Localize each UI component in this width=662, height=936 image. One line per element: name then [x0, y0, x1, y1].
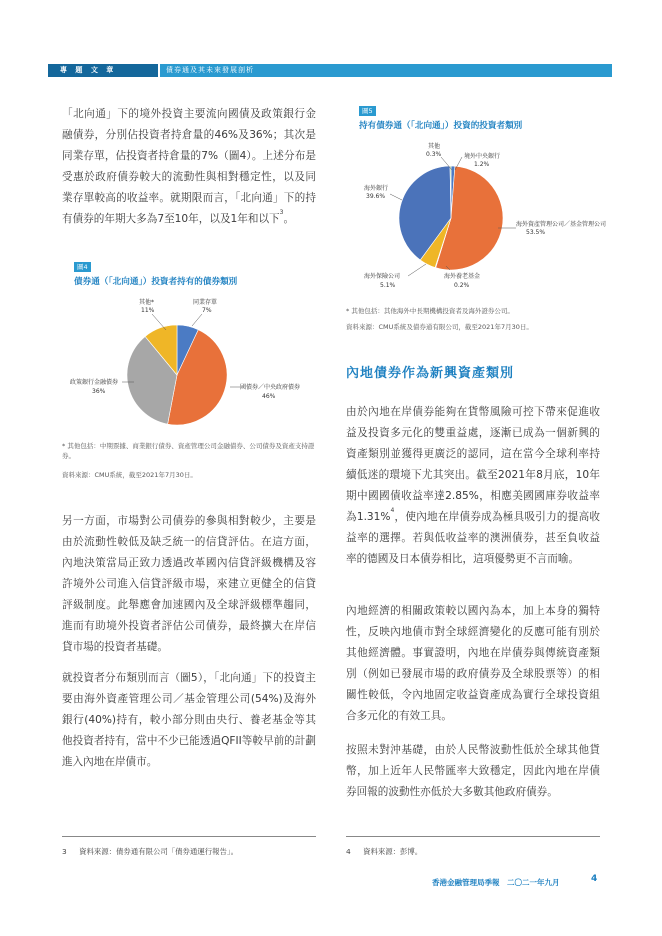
- left-paragraph-1-end: 。: [283, 213, 295, 225]
- section-heading: 內地債券作為新興資產類別: [346, 366, 515, 381]
- fig4-leader-other: [152, 314, 166, 330]
- page-header: [48, 64, 612, 77]
- section-label: 專 題 文 章: [48, 64, 158, 77]
- footnote-divider-left: [62, 836, 316, 837]
- left-paragraph-2: 另一方面，市場對公司債券的參與相對較少，主要是由於流動性較低及缺乏統一的信貸評估。在這方面，內地決策當局正致力透過改革國內信貸評級機構及容許境外公司進入信貸評級市場，來建立更健全的信貸評級制度。此舉應會加速國內及全球評級標準趨同，進而有助境外投資者評估公司債券，最終擴大在岸信貸市場的投資者基礎。: [62, 515, 316, 653]
- figure-4-pie: [127, 325, 227, 425]
- publication-footer: 香港金融管理局季報 二〇二一年九月: [432, 878, 560, 887]
- figure-4-source: 資料來源：CMU系統，截至2021年7月30日。: [62, 471, 197, 479]
- right-paragraph-1-end: ，使內地在岸債券成為極具吸引力的提高收益率的選擇。若與低收益率的澳洲債券，甚至負收益率的德國及日本債券相比，這項優勢更不言而喻。: [346, 511, 601, 565]
- footnote-3-text: 資料來源：債券通有限公司「債券通運行報告」。: [79, 847, 238, 856]
- left-paragraph-1-text: 「北向通」下的境外投資主要流向國債及政策銀行金融債券，分別佔投資者持倉量的46%及36%；其次是同業存單，佔投資者持倉量的7%（圖4）。上述分布是受惠於政府債券較大的流動性與相對穩定性，以及同業存單較高的收益率。就期限而言，「北向通」下的持有債券的年期大多為7至10年，以及1年和以下: [62, 108, 316, 225]
- footnote-3-number: 3: [62, 847, 67, 856]
- fig4-value-ncd: 7%: [202, 307, 212, 314]
- fig4-label-govt: 國債券／中央政府債券: [240, 384, 301, 391]
- figure-4-title: 債券通（「北向通」）投資者持有的債券類別: [74, 277, 238, 287]
- figure-4-pie-chart: [62, 290, 322, 430]
- fig5-label-central-bank: 境外中央銀行: [464, 153, 501, 160]
- fig5-leader-insurance: [408, 264, 426, 276]
- fig5-label-other: 其他: [428, 143, 441, 150]
- fig4-value-policy: 36%: [92, 388, 106, 395]
- fig4-value-other: 11%: [141, 307, 155, 314]
- page-number: 4: [591, 874, 598, 884]
- footnote-4: [346, 846, 422, 857]
- figure-4-note: * 其他包括：中期票據、商業銀行債券、資產管理公司金融債券、公司債券及資產支持證券。: [62, 442, 315, 460]
- fig5-value-pension: 0.2%: [454, 282, 470, 289]
- footnote-4-number: 4: [346, 847, 351, 856]
- figure-5-source: 資料來源：CMU系統及債券通有限公司，截至2021年7月30日。: [346, 323, 533, 331]
- footnote-4-text: 資料來源：彭博。: [363, 847, 423, 856]
- footnote-divider-right: [346, 836, 600, 837]
- fig5-label-banks: 海外銀行: [364, 185, 389, 192]
- figure-4-tag: 圖4: [74, 262, 91, 272]
- fig5-value-other: 0.3%: [426, 151, 442, 158]
- right-paragraph-1: [346, 402, 600, 570]
- figure-5-pie-chart: [346, 136, 616, 296]
- fig4-value-govt: 46%: [262, 393, 276, 400]
- right-paragraph-2: 內地經濟的相關政策較以國內為本，加上本身的獨特性，反映內地債市對全球經濟變化的反應可能有別於其他經濟體。事實證明，內地在岸債券與傳統資產類別（例如已發展市場的政府債券及全球股票等）的相關性較低，令內地固定收益資產成為實行全球投資組合多元化的有效工具。: [346, 605, 600, 722]
- figure-5-tag: 圖5: [359, 106, 376, 116]
- figure-5-note: * 其他包括：其他海外中長期機構投資者及海外證券公司。: [346, 307, 514, 315]
- right-paragraph-1-text: 由於內地在岸債券能夠在貨幣風險可控下帶來促進收益及投資多元化的雙重益處，逐漸已成為一個新興的資產類別並獲得更廣泛的認同，這在當今全球利率持續低迷的環境下尤其突出。截至2021年8月底，10年期中國國債收益率達2.85%，相應美國國庫券收益率為1.31%: [346, 406, 600, 523]
- figure-5-pie: [399, 166, 503, 270]
- fig5-label-asset-mgmt: 海外資產管理公司／基金管理公司: [516, 221, 607, 228]
- fig5-label-pension: 海外養老基金: [444, 273, 481, 280]
- fig5-label-insurance: 海外保險公司: [364, 273, 401, 280]
- article-title: 債券通及其未來發展剖析: [160, 64, 612, 77]
- fig5-value-banks: 39.6%: [366, 193, 386, 200]
- fig5-leader-banks: [390, 194, 402, 200]
- right-paragraph-3: 按照未對沖基礎，由於人民幣波動性低於全球其他貨幣，加上近年人民幣匯率大致穩定，因此內地在岸債券回報的波動性亦低於大多數其他政府債券。: [346, 744, 600, 798]
- figure-5-title: 持有債券通（「北向通」）投資的投資者類別: [359, 121, 523, 131]
- fig5-value-central-bank: 1.2%: [474, 161, 490, 168]
- left-paragraph-3: 就投資者分布類別而言（圖5），「北向通」下的投資主要由海外資產管理公司／基金管理公司(54%)及海外銀行(40%)持有，較小部分則由央行、養老基金等其他投資者持有，當中不少已能透過QFII等較早前的計劃進入內地在岸債市。: [62, 672, 316, 768]
- fig4-leader-ncd: [192, 314, 202, 326]
- footnote-ref-3: 3: [279, 209, 284, 216]
- fig4-label-policy: 政策銀行金融債券: [70, 379, 119, 386]
- footnote-ref-4: 4: [390, 507, 395, 514]
- fig4-label-ncd: 同業存單: [193, 299, 218, 306]
- fig4-label-other: 其他*: [139, 299, 155, 306]
- fig5-value-insurance: 5.1%: [380, 282, 396, 289]
- left-paragraph-1: [62, 104, 316, 230]
- fig5-value-asset-mgmt: 53.5%: [526, 229, 546, 236]
- footnote-3: [62, 846, 238, 857]
